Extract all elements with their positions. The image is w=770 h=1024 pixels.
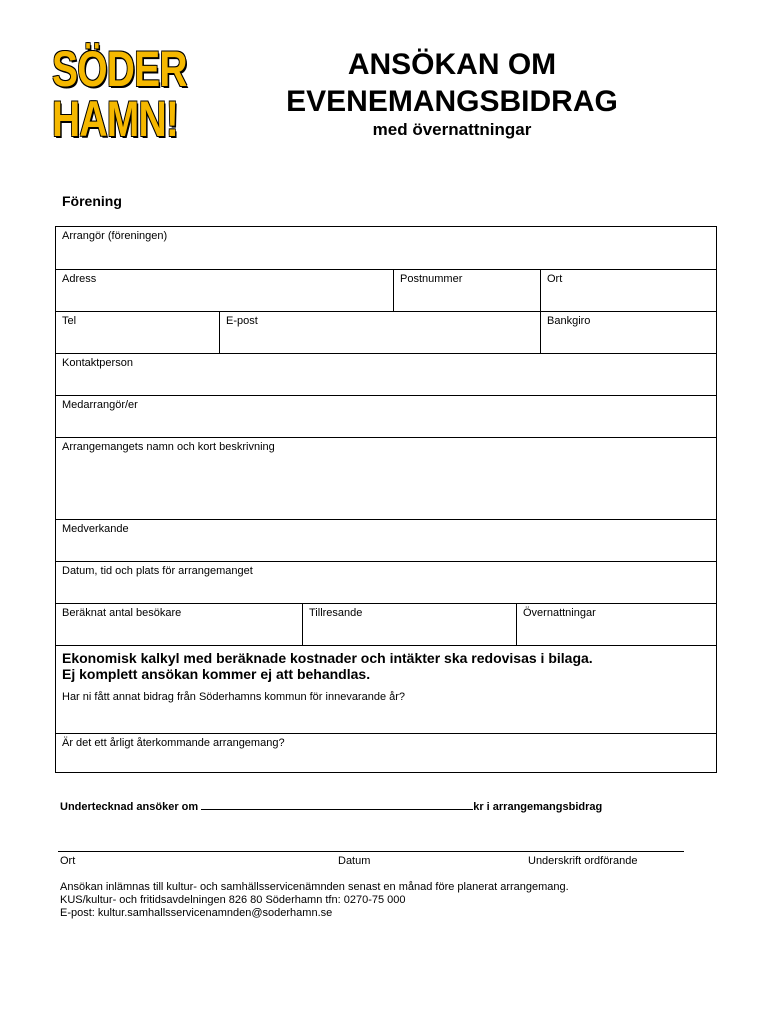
row-arrangor [56,227,716,269]
label-overnattningar: Övernattningar [523,607,596,619]
row-tel [56,311,716,354]
label-beskrivning: Arrangemangets namn och kort beskrivning [62,441,275,453]
field-adress[interactable] [56,270,393,312]
label-besokare: Beräknat antal besökare [62,607,182,619]
soderhamn-logo [52,41,192,150]
page-title [262,46,642,120]
field-tel[interactable] [56,312,219,354]
field-medarrangor[interactable] [56,396,716,438]
notice-text [62,650,593,682]
field-medverkande[interactable] [56,520,716,562]
row-notice [56,645,716,692]
label-adress: Adress [62,273,97,285]
label-annat-bidrag: Har ni fått annat bidrag från Söderhamns kommun för innevarande år? [62,691,406,703]
notice-line2: Ej komplett ansökan kommer ej att behandlas. [62,666,371,682]
field-postnummer[interactable] [393,270,540,312]
field-bankgiro[interactable] [540,312,716,354]
row-besokare [56,603,716,646]
label-medarrangor: Medarrangör/er [62,399,138,411]
logo-text-line1: SÖDER [52,41,187,97]
application-amount-line [60,799,602,813]
field-ort[interactable] [540,270,716,312]
label-medverkande: Medverkande [62,523,129,535]
amount-field[interactable] [201,799,473,810]
field-tillresande[interactable] [302,604,516,646]
signature-line[interactable] [58,851,684,852]
label-epost: E-post [226,315,258,327]
row-arligt [56,733,716,774]
footer-line3: E-post: kultur.samhallsservicenamnden@soderhamn.se [60,907,333,919]
signature-label-ort: Ort [60,855,76,867]
title-line2: EVENEMANGSBIDRAG [286,85,618,118]
footer-line2: KUS/kultur- och fritidsavdelningen 826 80 Söderhamn tfn: 0270-75 000 [60,894,406,906]
label-arrangor: Arrangör (föreningen) [62,230,168,242]
row-adress [56,269,716,312]
field-datum-tid-plats[interactable] [56,562,716,604]
row-datum-tid-plats [56,561,716,604]
label-tel: Tel [62,315,77,327]
field-arligt[interactable] [56,734,716,774]
label-postnummer: Postnummer [400,273,463,285]
row-medverkande [56,519,716,562]
row-annat-bidrag [56,691,716,733]
row-beskrivning [56,437,716,520]
field-arrangor[interactable] [56,227,716,269]
row-kontaktperson [56,353,716,396]
field-overnattningar[interactable] [516,604,716,646]
label-kontaktperson: Kontaktperson [62,357,133,369]
notice-line1: Ekonomisk kalkyl med beräknade kostnader och intäkter ska redovisas i bilaga. [62,650,593,666]
row-medarrangor [56,395,716,438]
application-prefix: Undertecknad ansöker om [60,801,199,813]
signature-label-underskrift: Underskrift ordförande [528,855,638,867]
field-annat-bidrag[interactable] [56,691,716,733]
label-arligt: Är det ett årligt återkommande arrangemang? [62,737,285,749]
title-line1: ANSÖKAN OM [347,48,557,81]
label-ort: Ort [547,273,563,285]
page-subtitle: med övernattningar [372,120,532,139]
label-tillresande: Tillresande [309,607,363,619]
field-kontaktperson[interactable] [56,354,716,396]
field-beskrivning[interactable] [56,438,716,520]
field-besokare[interactable] [56,604,302,646]
label-bankgiro: Bankgiro [547,315,591,327]
label-datum-tid-plats: Datum, tid och plats för arrangemanget [62,565,253,577]
application-suffix: kr i arrangemangsbidrag [473,801,603,813]
section-label-forening: Förening [62,193,122,209]
logo-text-line2: HAMN! [52,91,179,147]
field-epost[interactable] [219,312,540,354]
application-form [55,226,717,773]
signature-label-datum: Datum [338,855,371,867]
footer-info [60,881,569,920]
footer-line1: Ansökan inlämnas till kultur- och samhällsservicenämnden senast en månad före planerat arrangemang. [60,881,569,893]
